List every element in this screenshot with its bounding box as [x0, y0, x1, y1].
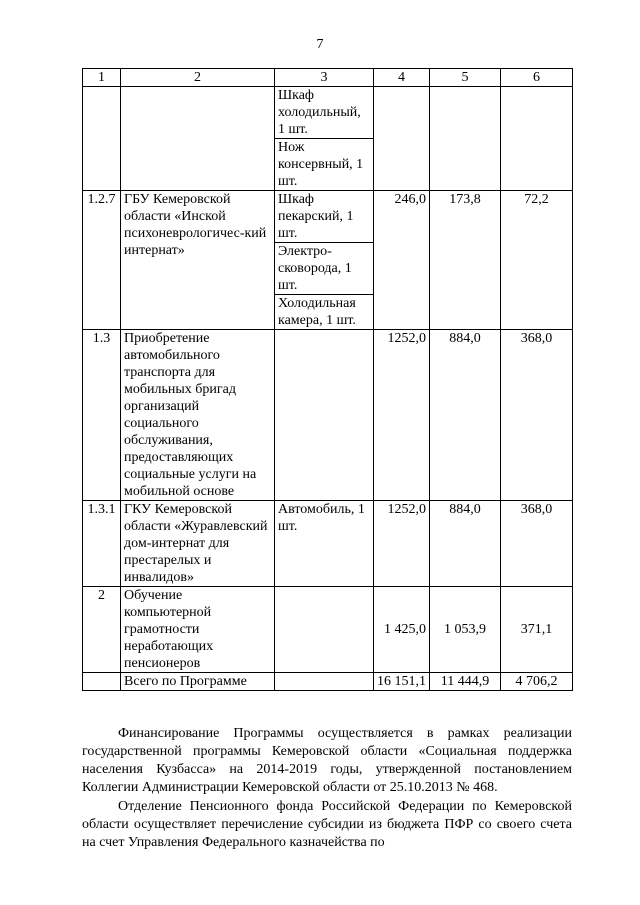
cell-value: 72,2	[501, 191, 573, 330]
cell-value: 1252,0	[374, 330, 430, 501]
table-row	[83, 587, 573, 673]
table-row-total	[83, 673, 573, 691]
page-number: 7	[316, 37, 324, 52]
cell-value: 1 425,0	[374, 587, 430, 673]
table-row	[83, 191, 573, 330]
equipment-cell	[275, 673, 374, 691]
header-cell: 4	[374, 69, 430, 87]
row-number: 1.3.1	[83, 501, 121, 587]
cell-value: 1 053,9	[430, 587, 501, 673]
row-name: ГБУ Кемеровской области «Инской психоневрологичес-кий интернат»	[121, 191, 275, 330]
paragraph-pension-fund: Отделение Пенсионного фонда Российской Федерации по Кемеровской области осуществляет перечисление субсидии из бюджета ПФР со своего счета на счет Управления Федерального казначейства по	[82, 799, 572, 850]
cell-value	[374, 87, 430, 191]
row-name: Приобретение автомобильного транспорта для мобильных бригад организаций социального обслуживания, предоставляющих социальные услуги на мобильной основе	[121, 330, 275, 501]
cell-value	[430, 87, 501, 191]
equipment-cell	[275, 330, 374, 501]
cell-value	[501, 87, 573, 191]
header-cell: 2	[121, 69, 275, 87]
header-cell: 3	[275, 69, 374, 87]
program-table	[82, 68, 573, 691]
equipment-cell	[275, 87, 374, 191]
cell-value: 884,0	[430, 501, 501, 587]
row-name	[121, 87, 275, 191]
cell-value: 173,8	[430, 191, 501, 330]
cell-value: 371,1	[501, 587, 573, 673]
row-name: ГКУ Кемеровской области «Журавлевский дом-интернат для престарелых и инвалидов»	[121, 501, 275, 587]
table-row	[83, 87, 573, 191]
header-cell: 6	[501, 69, 573, 87]
equipment-item: Нож консервный, 1 шт.	[278, 140, 364, 189]
equipment-cell: Автомобиль, 1 шт.	[275, 501, 374, 587]
table-row	[83, 501, 573, 587]
row-number: 2	[83, 587, 121, 673]
equipment-cell	[275, 587, 374, 673]
table-header-row	[83, 69, 573, 87]
table-row	[83, 330, 573, 501]
row-name: Обучение компьютерной грамотности неработающих пенсионеров	[121, 587, 275, 673]
equipment-item: Холодильная камера, 1 шт.	[278, 296, 356, 328]
total-label: Всего по Программе	[121, 673, 275, 691]
cell-value: 884,0	[430, 330, 501, 501]
equipment-item: Шкаф холодильный, 1 шт.	[275, 87, 373, 139]
row-number	[83, 673, 121, 691]
equipment-item: Шкаф пекарский, 1 шт.	[275, 191, 373, 243]
cell-value: 246,0	[374, 191, 430, 330]
row-number: 1.3	[83, 330, 121, 501]
row-number	[83, 87, 121, 191]
total-value: 4 706,2	[501, 673, 573, 691]
header-cell: 1	[83, 69, 121, 87]
row-number: 1.2.7	[83, 191, 121, 330]
total-value: 16 151,1	[374, 673, 430, 691]
equipment-cell	[275, 191, 374, 330]
cell-value: 368,0	[501, 330, 573, 501]
equipment-item: Электро-сковорода, 1 шт.	[275, 243, 373, 295]
paragraph-financing: Финансирование Программы осуществляется в рамках реализации государственной программы Кемеровской области «Социальная поддержка населения Кузбасса» на 2014-2019 годы, утвержденной постановлением Коллегии Администрации Кемеровской области от 25.10.2013 № 468.	[82, 726, 572, 795]
header-cell: 5	[430, 69, 501, 87]
cell-value: 1252,0	[374, 501, 430, 587]
cell-value: 368,0	[501, 501, 573, 587]
total-value: 11 444,9	[430, 673, 501, 691]
